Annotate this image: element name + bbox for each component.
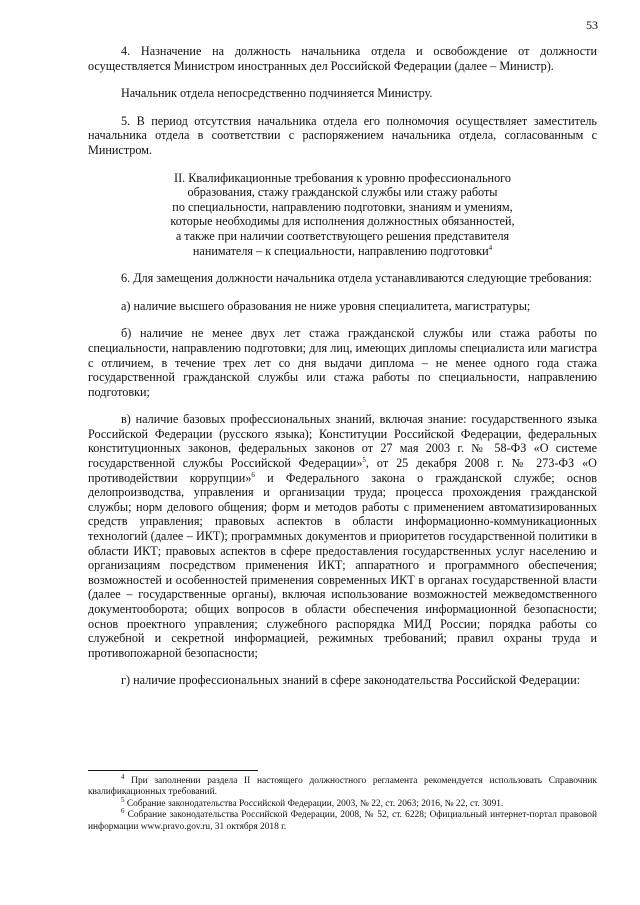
section-heading	[88, 171, 597, 259]
paragraph-4: 4. Назначение на должность начальника отдела и освобождение от должности осуществляется Министром иностранных дел Российской Федерации (далее – Министр).	[88, 44, 597, 73]
requirement-v-text-2: , от 25 декабря 2008 г. № 273-ФЗ «О противодействии коррупции»	[88, 456, 597, 485]
heading-line: образования, стажу гражданской службы или стажу работы	[187, 185, 498, 200]
document-body	[88, 44, 597, 701]
paragraph-6: 6. Для замещения должности начальника отдела устанавливаются следующие требования:	[121, 271, 592, 286]
paragraph-4-subordination: Начальник отдела непосредственно подчиняется Министру.	[121, 86, 433, 101]
requirement-g: г) наличие профессиональных знаний в сфере законодательства Российской Федерации:	[121, 673, 581, 688]
requirement-b: б) наличие не менее двух лет стажа гражданской службы или стажа работы по специальности, направлению подготовки; для лиц, имеющих дипломы специалиста или магистра с отличием, в течение трех лет со дня выдачи диплома – не менее одного года стажа государственной гражданской службы или стажа работы по специальности, направлению подготовки;	[88, 326, 597, 399]
footnote-marker: 4	[121, 772, 125, 781]
footnote-6	[88, 807, 597, 833]
footnote-ref-4[interactable]: 4	[488, 243, 493, 252]
footnote-ref-6[interactable]: 6	[251, 470, 255, 479]
footnote-text: Собрание законодательства Российской Федерации, 2008, № 52, ст. 6228; Официальный интернет-портал правовой информации www.pravo.gov.ru, 31 октября 2018 г.	[88, 810, 597, 832]
footnote-text: При заполнении раздела II настоящего должностного регламента рекомендуется использовать Справочник квалификационных требований.	[88, 776, 597, 798]
heading-line: по специальности, направлению подготовки, знаниям и умениям,	[172, 199, 513, 214]
footnotes	[88, 772, 597, 833]
footnote-marker: 6	[121, 807, 125, 816]
footnote-marker: 5	[121, 795, 125, 804]
footnote-5	[88, 795, 597, 810]
footnote-ref-5[interactable]: 5	[362, 456, 366, 464]
footnote-divider	[88, 770, 258, 771]
page-number: 53	[586, 18, 598, 32]
heading-line: а также при наличии соответствующего решения представителя	[175, 228, 510, 243]
heading-line-text: нанимателя – к специальности, направлению подготовки	[192, 243, 489, 258]
footnote-text: Собрание законодательства Российской Федерации, 2003, № 22, ст. 2063; 2016, № 22, ст. 3091.	[124, 798, 504, 809]
heading-line	[88, 244, 597, 259]
requirement-a: а) наличие высшего образования не ниже уровня специалитета, магистратуры;	[121, 298, 531, 313]
requirement-v	[88, 412, 597, 660]
requirement-v-text-3: и Федерального закона о гражданской службе; основ делопроизводства, управления и организации труда; процесса прохождения гражданской службы; норм делового общения; форм и методов работы с применением автоматизированных средств управления; правовых аспектов в области информационно-коммуникационных технологий (далее – ИКТ); программных документов и приоритетов государственной политики в области ИКТ; правовых аспектов в сфере предоставления государственных услуг населению и организациям посредством применения ИКТ; аппаратного и программного обеспечения; возможностей и особенностей применения современных ИКТ в органах государственной власти (далее – государственные органы), включая использование возможностей межведомственного документооборота; общих вопросов в области обеспечения информационной безопасности; основ проектного управления; служебного распорядка МИД России; порядка работы со служебной и секретной информацией, режимных требований; правил охраны труда и противопожарной безопасности;	[88, 470, 597, 660]
paragraph-5: 5. В период отсутствия начальника отдела его полномочия осуществляет заместитель начальника отдела в соответствии с распоряжением начальника отдела, согласованным с Министром.	[88, 113, 597, 157]
heading-line: которые необходимы для исполнения должностных обязанностей,	[170, 214, 515, 229]
requirement-v-text-1: в) наличие базовых профессиональных знаний, включая знание: государственного языка Российской Федерации (русского языка); Конституции Российской Федерации, федеральных конституционных законов, федеральных законов от 27 мая 2003 г. № 58-ФЗ «О системе государственной службы Российской Федерации»	[88, 412, 597, 471]
heading-line: II. Квалификационные требования к уровню профессионального	[174, 170, 511, 185]
footnote-4	[88, 772, 597, 799]
